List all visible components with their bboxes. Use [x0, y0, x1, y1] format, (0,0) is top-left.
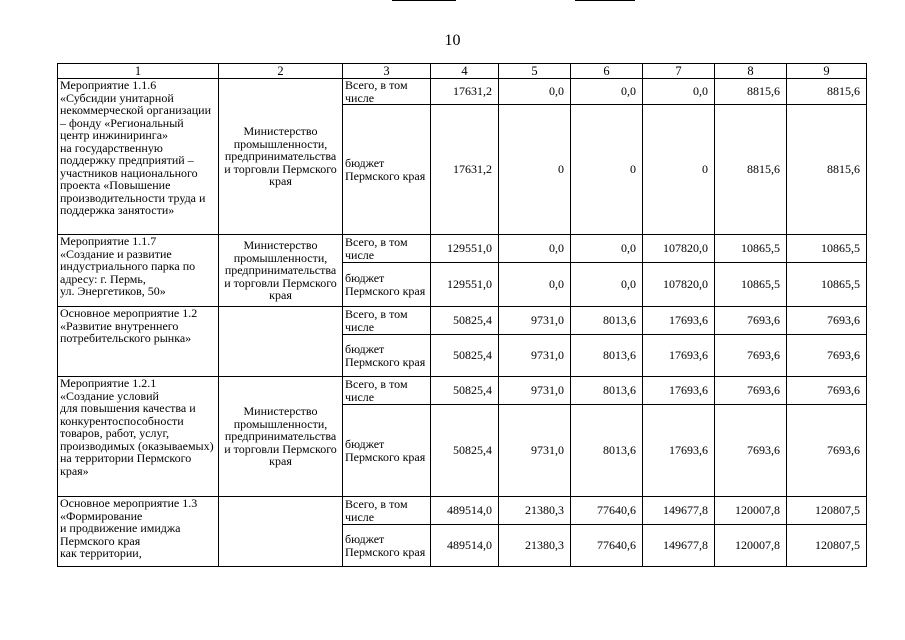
value-cell: 0 — [643, 105, 715, 235]
header-cell: 5 — [499, 64, 571, 79]
value-cell: 8815,6 — [715, 79, 787, 105]
table-row — [58, 307, 867, 335]
value-cell: 7693,6 — [715, 335, 787, 377]
funding-source: бюджет Пермского края — [343, 105, 431, 235]
value-cell: 10865,5 — [787, 263, 867, 307]
value-cell: 120807,5 — [787, 525, 867, 567]
value-cell: 8815,6 — [715, 105, 787, 235]
budget-table — [57, 63, 867, 567]
value-cell: 9731,0 — [499, 307, 571, 335]
executor — [219, 497, 343, 567]
value-cell: 21380,3 — [499, 497, 571, 525]
table-row — [58, 235, 867, 263]
table-row — [58, 79, 867, 105]
header-cell: 2 — [219, 64, 343, 79]
value-cell: 129551,0 — [431, 263, 499, 307]
item-name: Основное мероприятие 1.3 «Формирование и продвижение имиджа Пермского края как территории, — [58, 497, 219, 567]
funding-source: Всего, в том числе — [343, 235, 431, 263]
value-cell: 8013,6 — [571, 307, 643, 335]
value-cell: 9731,0 — [499, 377, 571, 405]
value-cell: 7693,6 — [787, 307, 867, 335]
value-cell: 8815,6 — [787, 79, 867, 105]
item-name: Мероприятие 1.1.7 «Создание и развитие индустриального парка по адресу: г. Пермь, ул. Энергетиков, 50» — [58, 235, 219, 307]
value-cell: 7693,6 — [715, 405, 787, 497]
value-cell: 0,0 — [571, 79, 643, 105]
value-cell: 77640,6 — [571, 525, 643, 567]
value-cell: 0 — [571, 105, 643, 235]
value-cell: 0,0 — [643, 79, 715, 105]
value-cell: 120007,8 — [715, 525, 787, 567]
funding-source: бюджет Пермского края — [343, 405, 431, 497]
page-number: 10 — [444, 32, 461, 49]
value-cell: 7693,6 — [715, 307, 787, 335]
value-cell: 7693,6 — [787, 377, 867, 405]
value-cell: 50825,4 — [431, 377, 499, 405]
top-rule-left — [392, 0, 456, 1]
header-cell: 1 — [58, 64, 219, 79]
header-cell: 3 — [343, 64, 431, 79]
value-cell: 107820,0 — [643, 235, 715, 263]
value-cell: 129551,0 — [431, 235, 499, 263]
executor: Министерство промышленности, предпринимательства и торговли Пермского края — [219, 235, 343, 307]
value-cell: 17631,2 — [431, 79, 499, 105]
header-cell: 4 — [431, 64, 499, 79]
value-cell: 107820,0 — [643, 263, 715, 307]
funding-source: бюджет Пермского края — [343, 335, 431, 377]
executor: Министерство промышленности, предпринимательства и торговли Пермского края — [219, 79, 343, 235]
header-row — [58, 64, 867, 79]
value-cell: 8013,6 — [571, 377, 643, 405]
value-cell: 0,0 — [499, 263, 571, 307]
value-cell: 17693,6 — [643, 377, 715, 405]
value-cell: 149677,8 — [643, 525, 715, 567]
table-row — [58, 497, 867, 525]
header-cell: 6 — [571, 64, 643, 79]
value-cell: 0 — [499, 105, 571, 235]
value-cell: 9731,0 — [499, 405, 571, 497]
value-cell: 17693,6 — [643, 307, 715, 335]
value-cell: 489514,0 — [431, 497, 499, 525]
value-cell: 7693,6 — [787, 405, 867, 497]
top-rule-right — [575, 0, 635, 1]
value-cell: 50825,4 — [431, 307, 499, 335]
value-cell: 77640,6 — [571, 497, 643, 525]
value-cell: 9731,0 — [499, 335, 571, 377]
value-cell: 0,0 — [499, 235, 571, 263]
value-cell: 8815,6 — [787, 105, 867, 235]
value-cell: 50825,4 — [431, 335, 499, 377]
item-name: Мероприятие 1.1.6 «Субсидии унитарной некоммерческой организации – фонду «Региональный центр инжиниринга» на государственную поддержку предприятий – участников национального проекта «Повышение производительности труда и поддержка занятости» — [58, 79, 219, 235]
value-cell: 0,0 — [571, 235, 643, 263]
table-row — [58, 377, 867, 405]
value-cell: 489514,0 — [431, 525, 499, 567]
value-cell: 17693,6 — [643, 335, 715, 377]
funding-source: Всего, в том числе — [343, 497, 431, 525]
value-cell: 149677,8 — [643, 497, 715, 525]
executor: Министерство промышленности, предпринимательства и торговли Пермского края — [219, 377, 343, 497]
value-cell: 0,0 — [499, 79, 571, 105]
value-cell: 17693,6 — [643, 405, 715, 497]
value-cell: 8013,6 — [571, 405, 643, 497]
value-cell: 10865,5 — [715, 263, 787, 307]
header-cell: 9 — [787, 64, 867, 79]
value-cell: 0,0 — [571, 263, 643, 307]
value-cell: 17631,2 — [431, 105, 499, 235]
funding-source: бюджет Пермского края — [343, 525, 431, 567]
item-name: Основное мероприятие 1.2 «Развитие внутреннего потребительского рынка» — [58, 307, 219, 377]
executor — [219, 307, 343, 377]
value-cell: 120807,5 — [787, 497, 867, 525]
value-cell: 21380,3 — [499, 525, 571, 567]
funding-source: Всего, в том числе — [343, 307, 431, 335]
value-cell: 10865,5 — [787, 235, 867, 263]
value-cell: 50825,4 — [431, 405, 499, 497]
value-cell: 120007,8 — [715, 497, 787, 525]
funding-source: бюджет Пермского края — [343, 263, 431, 307]
value-cell: 7693,6 — [787, 335, 867, 377]
funding-source: Всего, в том числе — [343, 377, 431, 405]
header-cell: 7 — [643, 64, 715, 79]
funding-source: Всего, в том числе — [343, 79, 431, 105]
value-cell: 7693,6 — [715, 377, 787, 405]
value-cell: 8013,6 — [571, 335, 643, 377]
item-name: Мероприятие 1.2.1 «Создание условий для повышения качества и конкурентоспособности товаров, работ, услуг, производимых (оказываемых) на территории Пермского края» — [58, 377, 219, 497]
header-cell: 8 — [715, 64, 787, 79]
value-cell: 10865,5 — [715, 235, 787, 263]
